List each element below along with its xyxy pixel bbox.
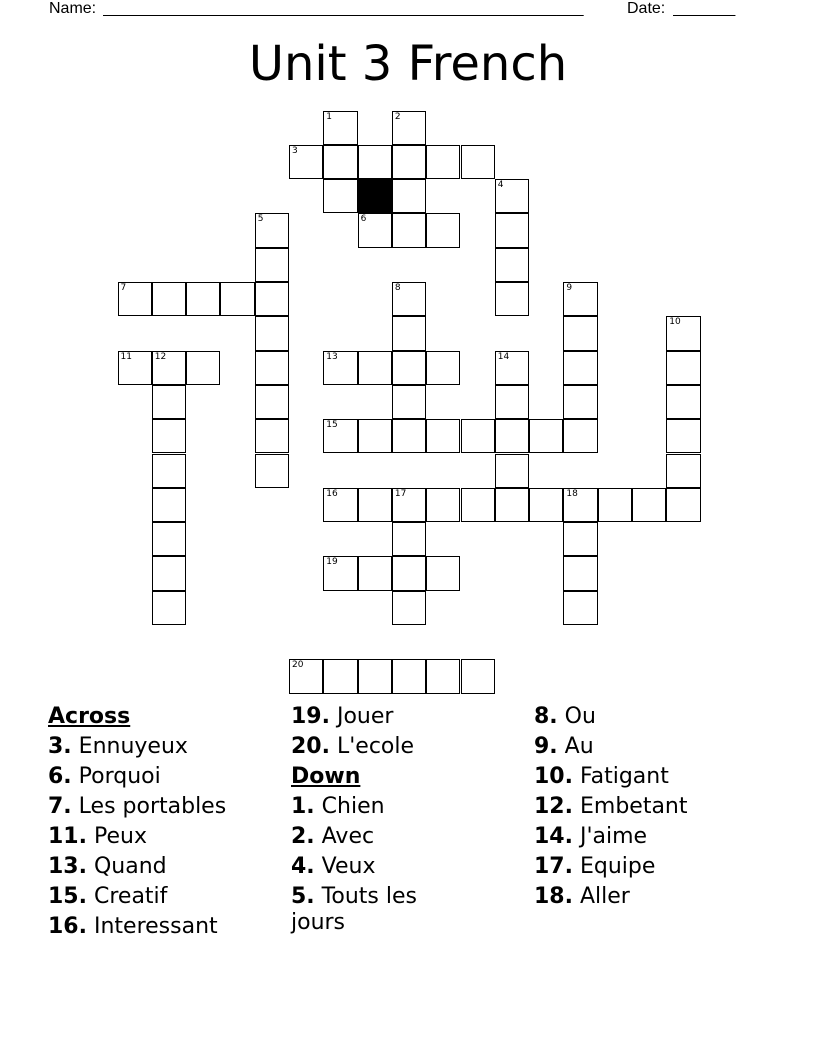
- grid-cell[interactable]: [392, 351, 426, 385]
- grid-cell[interactable]: [152, 556, 186, 590]
- clue-down-10: 10. Fatigant: [534, 764, 669, 789]
- clue-across-3: 3. Ennuyeux: [48, 734, 188, 759]
- cell-number: 9: [566, 283, 573, 293]
- clue-column-2: [291, 702, 441, 936]
- clue-down-5: 5. Touts les jours: [291, 884, 417, 935]
- cell-number: 11: [120, 351, 132, 362]
- grid-cell[interactable]: [392, 179, 426, 213]
- clue-down-9: 9. Au: [534, 734, 594, 759]
- grid-cell[interactable]: [461, 419, 495, 453]
- grid-cell[interactable]: [255, 316, 289, 350]
- grid-cell[interactable]: [495, 282, 529, 316]
- clue-across-15: 15. Creatif: [48, 884, 168, 909]
- cell-number: 16: [326, 488, 338, 499]
- grid-cell[interactable]: [392, 213, 426, 247]
- grid-cell[interactable]: [152, 419, 186, 453]
- clue-down-14: 14. J'aime: [534, 824, 648, 849]
- clue-across-16: 16. Interessant: [48, 914, 218, 939]
- grid-cell[interactable]: [392, 591, 426, 625]
- cell-number: 10: [669, 317, 681, 328]
- grid-cell[interactable]: [461, 488, 495, 522]
- grid-cell[interactable]: [358, 488, 392, 522]
- cell-number: 4: [497, 180, 504, 191]
- cell-number: 17: [394, 488, 407, 499]
- grid-cell[interactable]: [666, 488, 700, 522]
- grid-cell[interactable]: [186, 282, 220, 316]
- grid-cell[interactable]: [632, 488, 666, 522]
- grid-cell[interactable]: [666, 316, 700, 350]
- cell-number: 12: [154, 351, 167, 362]
- clue-down-1: 1. Chien: [291, 794, 385, 819]
- grid-cell[interactable]: [495, 248, 529, 282]
- grid-cell[interactable]: [461, 145, 495, 179]
- clue-down-2: 2. Avec: [291, 824, 375, 849]
- grid-cell[interactable]: [392, 145, 426, 179]
- grid-cell[interactable]: [323, 488, 357, 522]
- grid-cell[interactable]: [461, 659, 495, 693]
- clue-column-1: [48, 702, 226, 942]
- grid-cell[interactable]: [666, 385, 700, 419]
- grid-cell[interactable]: [358, 351, 392, 385]
- grid-cell[interactable]: [152, 351, 186, 385]
- clue-down-4: 4. Veux: [291, 854, 376, 879]
- grid-cell[interactable]: [289, 659, 323, 693]
- clue-down-17: 17. Equipe: [534, 854, 656, 879]
- cell-number: 8: [394, 283, 401, 293]
- grid-cell[interactable]: [186, 351, 220, 385]
- grid-cell[interactable]: [255, 419, 289, 453]
- grid-cell[interactable]: [495, 454, 529, 488]
- grid-cell[interactable]: [255, 248, 289, 282]
- cell-number: 13: [326, 351, 338, 362]
- cell-number: 5: [257, 214, 264, 225]
- grid-cell[interactable]: [426, 145, 460, 179]
- cell-number: 2: [394, 111, 401, 122]
- grid-cell[interactable]: [392, 556, 426, 590]
- grid-cell[interactable]: [666, 454, 700, 488]
- grid-cell[interactable]: [392, 522, 426, 556]
- down-heading: Down: [291, 764, 361, 789]
- grid-cell[interactable]: [563, 488, 597, 522]
- clue-across-20: 20. L'ecole: [291, 734, 415, 759]
- grid-cell[interactable]: [563, 591, 597, 625]
- cell-number: 14: [497, 351, 510, 362]
- grid-cell[interactable]: [255, 454, 289, 488]
- clue-down-12: 12. Embetant: [534, 794, 688, 819]
- grid-cell[interactable]: [152, 522, 186, 556]
- across-heading: Across: [48, 704, 131, 729]
- grid-cell[interactable]: [495, 351, 529, 385]
- cell-number: 19: [326, 557, 338, 568]
- grid-cell[interactable]: [358, 213, 392, 247]
- grid-cell[interactable]: [220, 282, 254, 316]
- grid-cell[interactable]: [426, 659, 460, 693]
- grid-cell[interactable]: [392, 385, 426, 419]
- grid-cell[interactable]: [426, 213, 460, 247]
- grid-cell[interactable]: [392, 419, 426, 453]
- grid-cell[interactable]: [323, 179, 357, 213]
- grid-cell[interactable]: [152, 591, 186, 625]
- grid-cell[interactable]: [323, 659, 357, 693]
- grid-cell[interactable]: [152, 282, 186, 316]
- grid-cell[interactable]: [118, 282, 152, 316]
- grid-cell[interactable]: [666, 351, 700, 385]
- grid-cell[interactable]: [529, 488, 563, 522]
- grid-cell[interactable]: [426, 351, 460, 385]
- clue-across-7: 7. Les portables: [48, 794, 227, 819]
- grid-cell[interactable]: [323, 419, 357, 453]
- grid-cell[interactable]: [426, 556, 460, 590]
- grid-cell[interactable]: [495, 419, 529, 453]
- grid-cell[interactable]: [323, 351, 357, 385]
- grid-cell[interactable]: [255, 282, 289, 316]
- cell-number: 15: [326, 420, 338, 431]
- clue-across-11: 11. Peux: [48, 824, 147, 849]
- grid-cell[interactable]: [255, 385, 289, 419]
- grid-cell[interactable]: [563, 385, 597, 419]
- page-title: Unit 3 French: [248, 36, 568, 92]
- grid-cell[interactable]: [563, 316, 597, 350]
- grid-cell[interactable]: [255, 351, 289, 385]
- grid-cell[interactable]: [255, 213, 289, 247]
- grid-cell[interactable]: [666, 419, 700, 453]
- cell-number: 6: [360, 214, 367, 225]
- grid-cell[interactable]: [495, 179, 529, 213]
- grid-cell[interactable]: [152, 454, 186, 488]
- grid-cell[interactable]: [392, 488, 426, 522]
- grid-cell[interactable]: [598, 488, 632, 522]
- grid-cell[interactable]: [495, 488, 529, 522]
- grid-cell[interactable]: [289, 145, 323, 179]
- name-label: Name:: [49, 0, 97, 17]
- grid-cell[interactable]: [426, 419, 460, 453]
- name-field[interactable]: ______________________________________________________: [103, 0, 584, 17]
- grid-cell[interactable]: [495, 213, 529, 247]
- grid-cell[interactable]: [323, 556, 357, 590]
- grid-cell[interactable]: [392, 282, 426, 316]
- grid-cell[interactable]: [563, 419, 597, 453]
- grid-cell[interactable]: [152, 488, 186, 522]
- grid-cell[interactable]: [323, 145, 357, 179]
- grid-cell[interactable]: [358, 145, 392, 179]
- grid-cell[interactable]: [529, 419, 563, 453]
- grid-cell[interactable]: [563, 351, 597, 385]
- clue-across-13: 13. Quand: [48, 854, 167, 879]
- grid-block-cell: [358, 179, 392, 213]
- grid-cell[interactable]: [563, 522, 597, 556]
- grid-cell[interactable]: [323, 111, 357, 145]
- grid-cell[interactable]: [392, 659, 426, 693]
- clue-across-6: 6. Porquoi: [48, 764, 161, 789]
- cell-number: 20: [292, 660, 304, 671]
- cell-number: 1: [326, 111, 333, 122]
- date-label: Date:: [627, 0, 666, 17]
- grid-cell[interactable]: [392, 111, 426, 145]
- grid-cell[interactable]: [152, 385, 186, 419]
- grid-cell[interactable]: [563, 556, 597, 590]
- grid-cell[interactable]: [358, 659, 392, 693]
- clue-down-18: 18. Aller: [534, 884, 630, 909]
- clue-down-8: 8. Ou: [534, 704, 596, 729]
- grid-cell[interactable]: [426, 488, 460, 522]
- grid-cell[interactable]: [563, 282, 597, 316]
- cell-number: 7: [120, 283, 127, 293]
- grid-cell[interactable]: [118, 351, 152, 385]
- clue-across-19: 19. Jouer: [291, 704, 394, 729]
- grid-cell[interactable]: [495, 385, 529, 419]
- grid-cell[interactable]: [358, 419, 392, 453]
- grid-cell[interactable]: [358, 556, 392, 590]
- grid-cell[interactable]: [392, 316, 426, 350]
- clue-column-3: [534, 702, 688, 912]
- cell-number: 3: [292, 145, 298, 156]
- date-field[interactable]: _______: [673, 0, 736, 17]
- cell-number: 18: [566, 488, 578, 499]
